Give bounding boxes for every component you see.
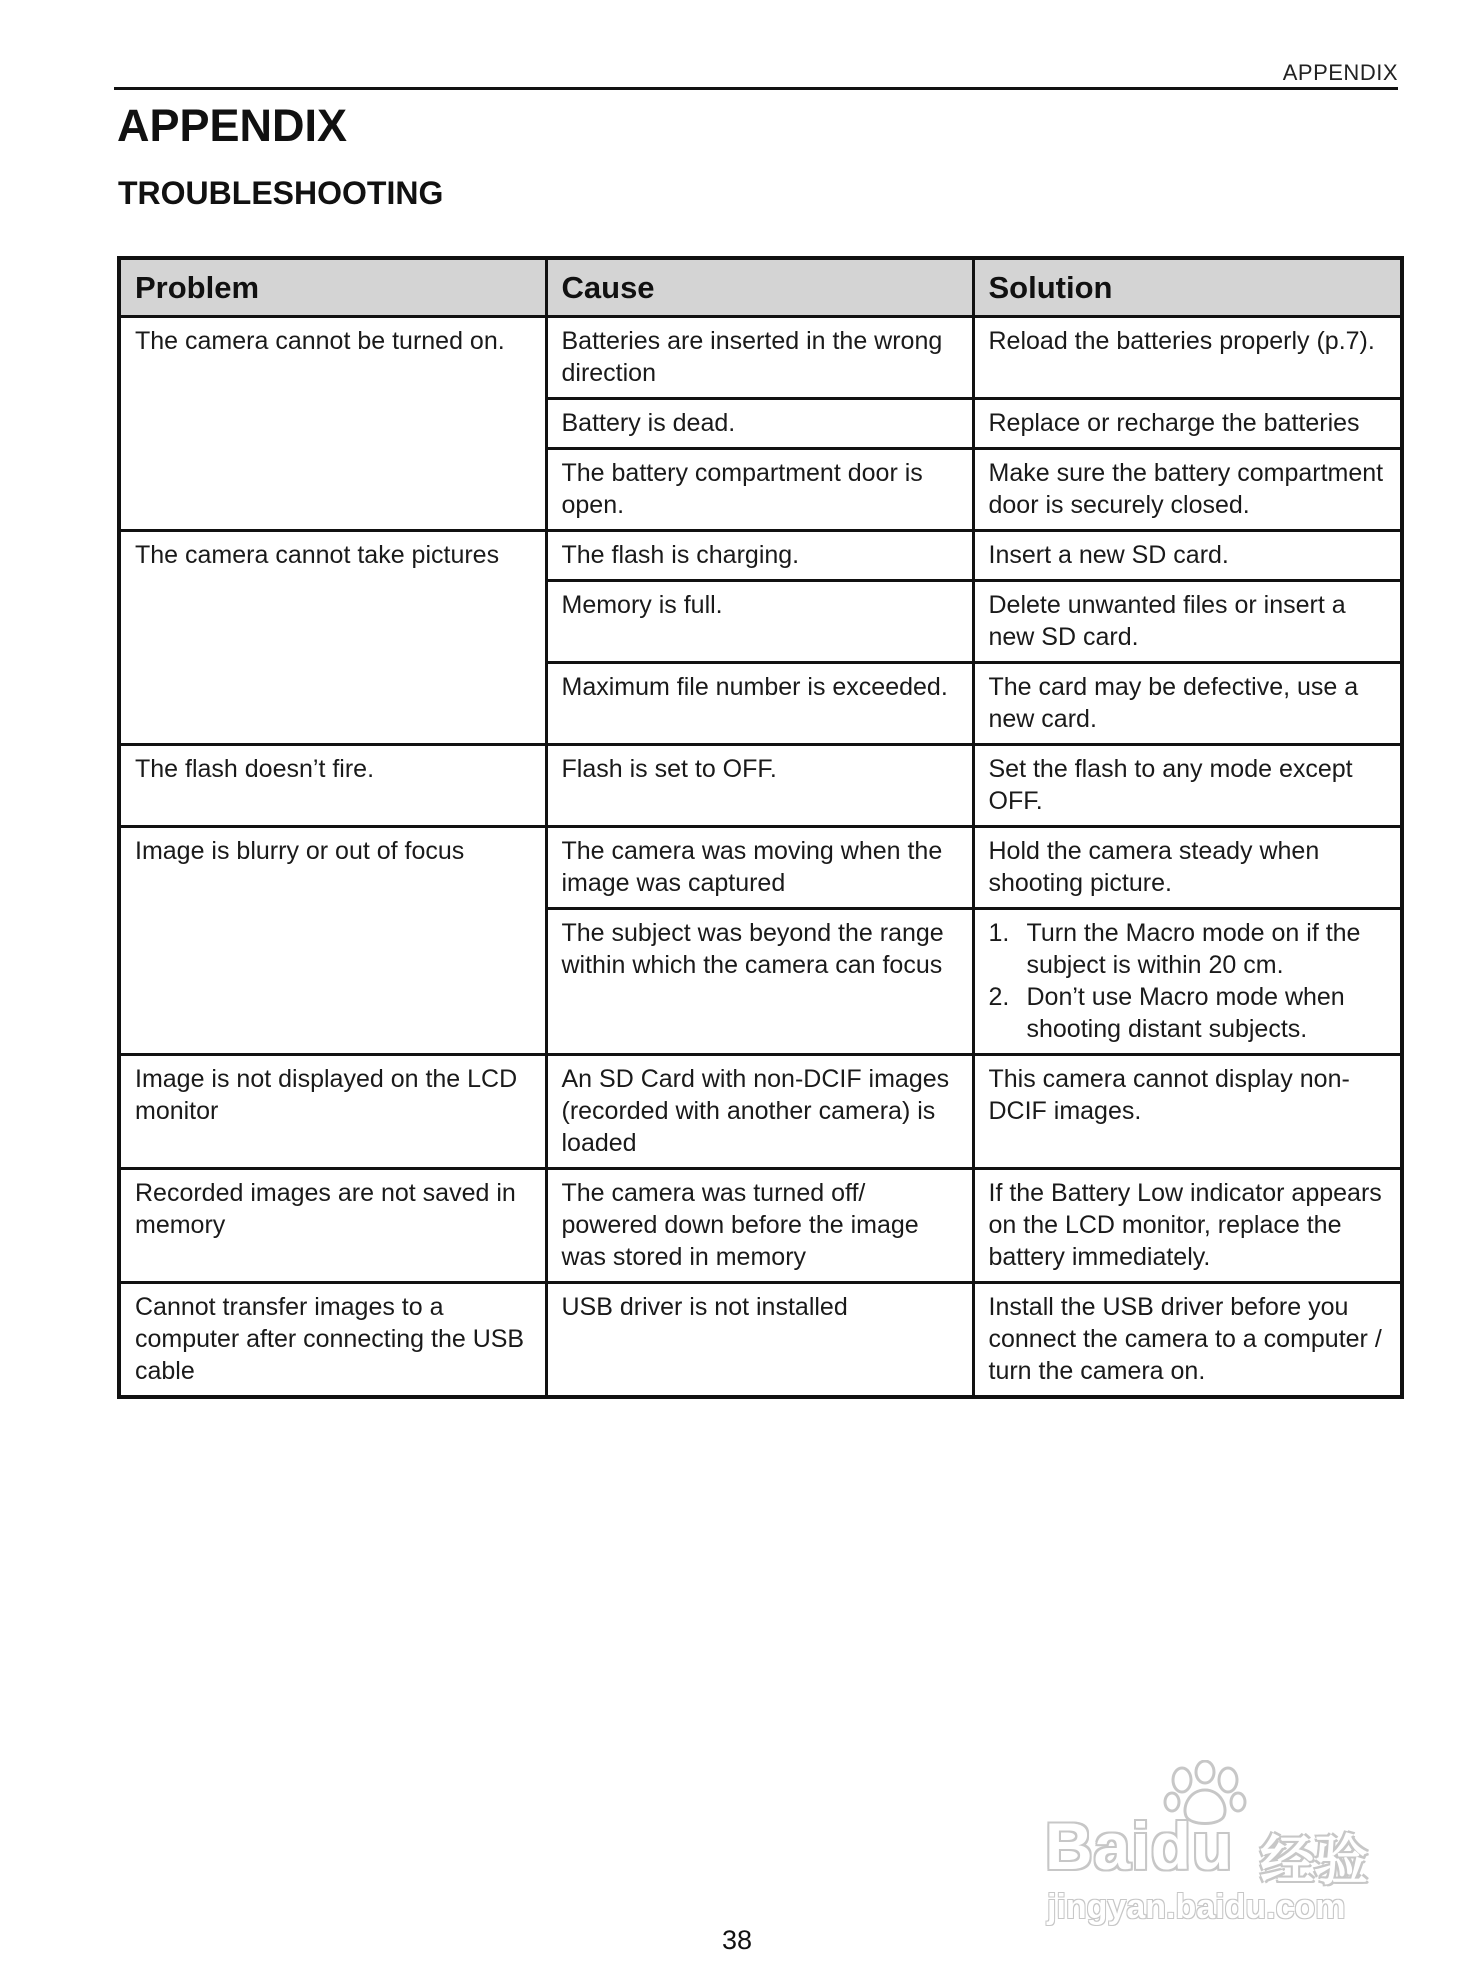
page-title: APPENDIX — [117, 100, 348, 151]
cause-cell: Maximum file number is exceeded. — [546, 663, 973, 745]
cause-cell: Flash is set to OFF. — [546, 745, 973, 827]
table-row — [119, 317, 1402, 399]
cause-cell: Battery is dead. — [546, 399, 973, 449]
cause-cell: The camera was moving when the image was captured — [546, 827, 973, 909]
solution-cell — [973, 909, 1402, 1055]
cause-cell: The battery compartment door is open. — [546, 449, 973, 531]
watermark-url: jingyan.baidu.com — [1047, 1888, 1346, 1926]
watermark-cn-text: 经验 — [1260, 1831, 1368, 1891]
solution-cell: Delete unwanted files or insert a new SD card. — [973, 581, 1402, 663]
watermark-brand — [1045, 1808, 1233, 1884]
troubleshooting-table — [117, 256, 1404, 1399]
cause-cell: The camera was turned off/ powered down before the image was stored in memory — [546, 1169, 973, 1283]
column-header-problem: Problem — [119, 258, 546, 317]
solution-cell: The card may be defective, use a new card. — [973, 663, 1402, 745]
problem-cell: The camera cannot be turned on. — [119, 317, 546, 531]
solution-cell: Reload the batteries properly (p.7). — [973, 317, 1402, 399]
list-item-number: 1. — [988, 919, 1010, 947]
cause-cell: The subject was beyond the range within which the camera can focus — [546, 909, 973, 1055]
problem-cell: Recorded images are not saved in memory — [119, 1169, 546, 1283]
cause-cell: Memory is full. — [546, 581, 973, 663]
solution-cell: If the Battery Low indicator appears on the LCD monitor, replace the battery immediately. — [973, 1169, 1402, 1283]
problem-cell: The camera cannot take pictures — [119, 531, 546, 745]
list-item-number: 2. — [988, 983, 1010, 1011]
running-header: APPENDIX — [1282, 60, 1398, 85]
table-row — [119, 1169, 1402, 1283]
list-item-text: Turn the Macro mode on if the subject is within 20 cm. — [1026, 919, 1361, 979]
column-header-solution: Solution — [973, 258, 1402, 317]
table-row — [119, 531, 1402, 581]
cause-cell: The flash is charging. — [546, 531, 973, 581]
cause-cell: Batteries are inserted in the wrong direction — [546, 317, 973, 399]
page-number: 38 — [721, 1925, 753, 1955]
solution-cell: This camera cannot display non-DCIF images. — [973, 1055, 1402, 1169]
table-header-row — [119, 258, 1402, 317]
table-row — [119, 827, 1402, 909]
problem-cell: Image is not displayed on the LCD monitor — [119, 1055, 546, 1169]
solution-cell: Install the USB driver before you connect the camera to a computer / turn the camera on. — [973, 1283, 1402, 1398]
header-rule — [114, 87, 1398, 90]
problem-cell: The flash doesn’t fire. — [119, 745, 546, 827]
cause-cell: An SD Card with non-DCIF images (recorded with another camera) is loaded — [546, 1055, 973, 1169]
table-row — [119, 1283, 1402, 1398]
problem-cell: Cannot transfer images to a computer after connecting the USB cable — [119, 1283, 546, 1398]
solution-cell: Set the flash to any mode except OFF. — [973, 745, 1402, 827]
watermark-brand-main: Bai — [1045, 1809, 1151, 1883]
table-row — [119, 1055, 1402, 1169]
problem-cell: Image is blurry or out of focus — [119, 827, 546, 1055]
column-header-cause: Cause — [546, 258, 973, 317]
watermark-brand-suffix: du — [1150, 1809, 1234, 1883]
solution-cell: Replace or recharge the batteries — [973, 399, 1402, 449]
baidu-watermark — [1045, 1760, 1405, 1930]
list-item — [989, 917, 1387, 981]
list-item — [989, 981, 1387, 1045]
cause-cell: USB driver is not installed — [546, 1283, 973, 1398]
solution-cell: Make sure the battery compartment door is securely closed. — [973, 449, 1402, 531]
solution-numbered-list — [989, 917, 1387, 1045]
solution-cell: Hold the camera steady when shooting picture. — [973, 827, 1402, 909]
table-row — [119, 745, 1402, 827]
solution-cell: Insert a new SD card. — [973, 531, 1402, 581]
section-title: TROUBLESHOOTING — [118, 175, 444, 211]
list-item-text: Don’t use Macro mode when shooting distant subjects. — [1026, 983, 1345, 1043]
